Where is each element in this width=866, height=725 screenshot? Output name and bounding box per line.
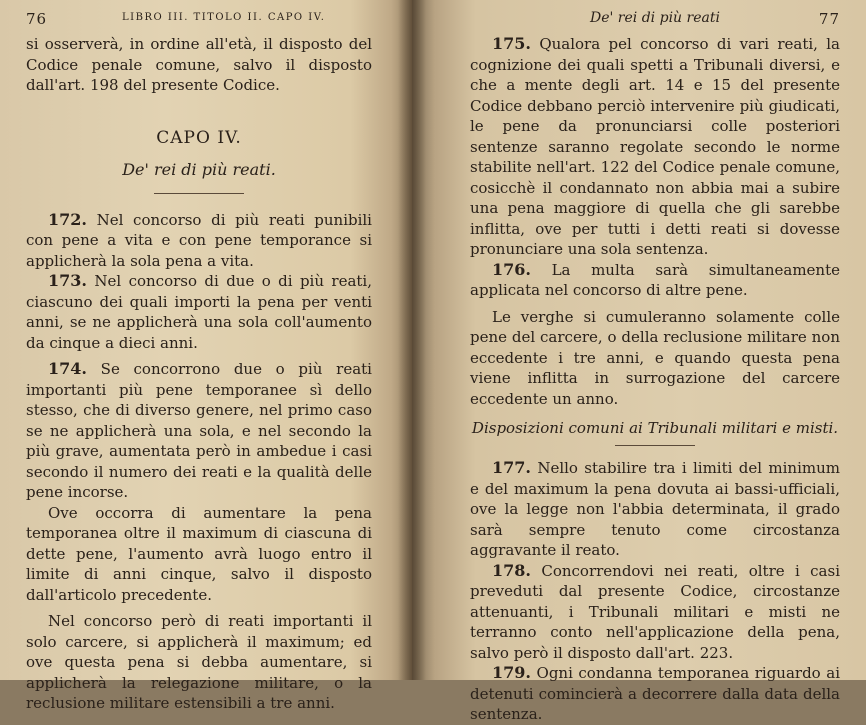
article-number: 172. <box>48 209 87 229</box>
article-text: Ogni condanna temporanea riguardo ai detenuti comincierà a decorrere dalla data della sentenza. <box>470 664 840 723</box>
paragraph-verghe: Le verghe si cumuleranno solamente colle pene del carcere, o della reclusione militare non eccedente i tre anni, e quando questa pena viene inflitta in surrogazione del carcere eccedente un anno. <box>470 307 840 408</box>
article-178 <box>470 561 840 664</box>
chapter-title: CAPO IV. <box>156 127 242 148</box>
article-179 <box>470 663 840 725</box>
article-175 <box>470 34 840 260</box>
article-text: Se concorrono due o più reati importanti più pene temporanee sì dello stesso, che di diverso genere, nel primo caso se ne applicherà una sola, e nel secondo la più grave, aumentata però in ambedue i casi secondo il numero dei reati e la qualità delle pene incorse. <box>26 360 372 501</box>
book-gutter <box>398 0 426 680</box>
article-number: 178. <box>492 560 531 580</box>
article-number: 174. <box>48 359 87 378</box>
paragraph-maximum: Ove occorra di aumentare la pena temporanea oltre il maximum di ciascuna di dette pene, l'aumento avrà luogo entro il limite di anni cinque, salvo il disposto dall'articolo precedente. <box>26 503 372 604</box>
page-number: 76 <box>26 10 48 28</box>
article-text: Nel concorso di più reati punibili con pene a vita e con pene temporance si applicherà la sola pena a vita. <box>26 210 372 270</box>
running-head: LIBRO III. TITOLO II. CAPO IV. <box>122 12 326 23</box>
left-page-header <box>26 10 372 34</box>
carryover-paragraph: si osserverà, in ordine all'età, il disposto del Codice penale comune, salvo il disposto dall'art. 198 del presente Codice. <box>26 35 372 94</box>
article-text: La multa sarà simultaneamente applicata nel concorso di altre pene. <box>470 260 840 299</box>
article-173 <box>26 271 372 353</box>
article-number: 177. <box>492 458 531 477</box>
article-number: 179. <box>492 663 531 682</box>
chapter-subtitle: De' rei di più reati. <box>26 160 372 194</box>
section-title: Disposizioni comuni ai Tribunali militari e misti. <box>471 419 839 437</box>
running-head: De' rei di più reati <box>590 10 720 26</box>
article-177 <box>470 458 840 561</box>
article-172 <box>26 210 372 272</box>
article-174 <box>26 359 372 503</box>
right-page <box>412 0 866 723</box>
article-number: 175. <box>492 34 531 53</box>
article-text: Nello stabilire tra i limiti del minimum e del maximum la pena dovuta ai bassi-ufficiali, ove la legge non l'abbia determinata, il grado sarà sempre tenuto come circostanza aggravante il reato. <box>470 459 840 559</box>
article-number: 176. <box>492 259 531 279</box>
article-176 <box>470 260 840 301</box>
left-page <box>0 0 412 712</box>
paragraph-carcere: Nel concorso però di reati importanti il solo carcere, si applicherà il maximum; ed ove questa pena si debba aumentare, si applicherà la relegazione militare, o la reclusione militare estensibili a tre anni. <box>26 612 372 712</box>
article-text: Concorrendovi nei reati, oltre i casi preveduti dal presente Codice, circostanze attenuanti, i Tribunali militari e misti ne terranno conto nell'applicazione della pena, salvo però il disposto dall'art. 223. <box>470 561 840 662</box>
page-number: 77 <box>818 10 840 28</box>
section-divider <box>615 445 695 446</box>
article-number: 173. <box>48 271 87 290</box>
right-page-header <box>470 10 840 34</box>
article-text: Qualora pel concorso di vari reati, la cognizione dei quali spetti a Tribunali diversi, e che a mente degli art. 14 e 15 del presente Codice debbano perciò intervenire più giudicati, le pene da pronunciarsi colle posteriori sentenze saranno regolate secondo le norme stabilite nell'art. 122 del Codice penale comune, cosicchè il condannato non abbia mai a subire una pena maggiore di quella che gli sarebbe inflitta, ove per tutti i detti reati si dovesse pronunciare una sola sentenza. <box>470 35 840 258</box>
article-text: Nel concorso di due o di più reati, ciascuno dei quali importi la pena per venti anni, se ne applicherà una sola coll'aumento da cinque a dieci anni. <box>26 272 372 352</box>
